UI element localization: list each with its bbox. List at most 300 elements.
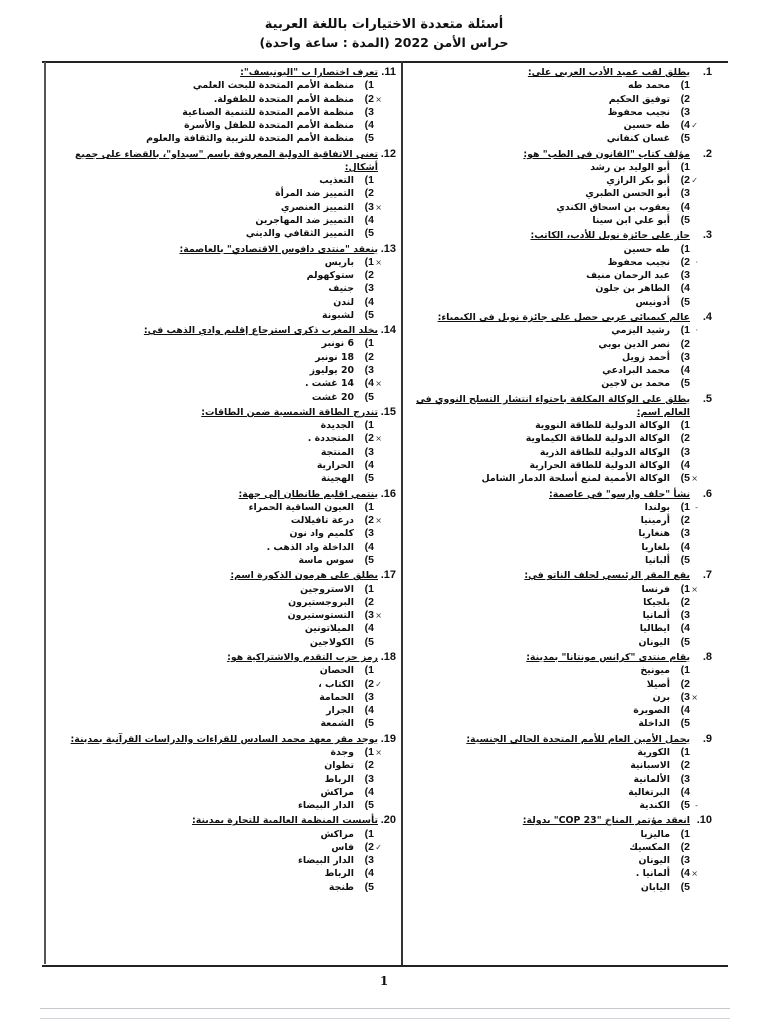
question xyxy=(56,569,396,649)
question xyxy=(56,814,396,894)
answer-option xyxy=(56,255,382,269)
option-text: الهجينة xyxy=(320,473,354,485)
options-list xyxy=(412,828,712,894)
question-number: 16. xyxy=(380,487,396,500)
question-header xyxy=(412,733,712,746)
option-number: 5) xyxy=(680,295,690,308)
answer-option xyxy=(412,377,690,390)
question-header xyxy=(56,814,396,827)
answer-option xyxy=(412,472,698,485)
option-text: الداخلة xyxy=(638,718,670,730)
question xyxy=(56,733,396,813)
option-text: الوكالة الدولية للطاقة الذرية xyxy=(539,446,670,458)
answer-option xyxy=(56,799,374,812)
option-number: 5) xyxy=(680,554,690,567)
left-border xyxy=(44,62,46,964)
question-header xyxy=(56,406,396,419)
question xyxy=(412,733,712,813)
answer-option xyxy=(412,514,690,527)
answer-option xyxy=(412,161,690,174)
answer-option xyxy=(412,841,690,854)
answer-option xyxy=(56,583,374,596)
question-text: يحمل الأمين العام للأمم المتحدة الحالي الجنسية: xyxy=(466,733,690,745)
answer-option xyxy=(412,201,690,214)
option-number: 3) xyxy=(680,527,690,540)
option-text: الحرارية xyxy=(316,460,354,472)
handwritten-mark-icon: × xyxy=(691,692,698,702)
option-number: 2) xyxy=(364,677,374,690)
option-number: 4) xyxy=(680,867,690,880)
option-number: 3) xyxy=(680,445,690,458)
option-number: 3) xyxy=(364,364,374,377)
option-number: 5) xyxy=(364,132,374,145)
option-number: 5) xyxy=(364,227,374,240)
option-number: 1) xyxy=(364,500,374,513)
option-text: درعة تافيلالت xyxy=(290,515,354,527)
answer-option xyxy=(412,664,690,677)
option-text: أبو الوليد بن رشد xyxy=(590,161,670,173)
question-header xyxy=(56,243,396,256)
question-text: يقام منتدى "كرانس مونتانا" بمدينة: xyxy=(526,652,690,664)
option-number: 1) xyxy=(680,324,690,337)
answer-option xyxy=(412,828,690,841)
answer-option xyxy=(56,337,374,350)
option-text: الحصان xyxy=(319,665,354,677)
option-number: 5) xyxy=(680,132,690,145)
question-number: 14. xyxy=(380,324,396,337)
answer-option xyxy=(56,187,374,200)
answer-option xyxy=(412,541,690,554)
option-text: الطاهر بن جلون xyxy=(595,283,670,295)
answer-option xyxy=(412,419,690,432)
answer-option xyxy=(56,282,374,295)
option-text: الكندية xyxy=(639,800,670,812)
answer-option xyxy=(412,867,698,880)
handwritten-mark-icon: - xyxy=(695,801,698,811)
option-text: أبو علي ابن سينا xyxy=(592,215,670,227)
question-header xyxy=(412,569,712,582)
handwritten-mark-icon: ✓ xyxy=(691,121,698,131)
option-text: اليونان xyxy=(638,855,670,867)
option-number: 2) xyxy=(680,174,690,187)
answer-option xyxy=(412,364,690,377)
options-list xyxy=(56,79,396,145)
option-text: 20 يوليوز xyxy=(309,365,354,377)
answer-option xyxy=(56,106,374,119)
option-text: أدونيس xyxy=(635,296,670,308)
answer-option xyxy=(412,459,690,472)
question xyxy=(56,651,396,731)
answer-option xyxy=(412,554,690,567)
question-number: 19. xyxy=(380,732,396,745)
question-number: 2. xyxy=(702,147,712,160)
option-number: 5) xyxy=(680,635,690,648)
question-number: 17. xyxy=(380,569,396,582)
answer-option xyxy=(56,867,374,880)
question-text: تعرف اختصارا ب "اليونيسف": xyxy=(240,67,378,78)
handwritten-mark-icon: - xyxy=(695,502,698,512)
option-number: 1) xyxy=(364,827,374,840)
answer-option xyxy=(56,351,374,364)
question-header xyxy=(56,651,396,664)
option-text: الوكالة الأممية لمنع أسلحة الدمار الشامل xyxy=(481,473,670,485)
answer-option xyxy=(412,596,690,609)
option-number: 3) xyxy=(364,690,374,703)
options-list xyxy=(412,324,712,390)
answer-option xyxy=(412,282,690,295)
answer-option xyxy=(412,187,690,200)
question xyxy=(56,243,396,323)
option-number: 1) xyxy=(680,242,690,255)
answer-option xyxy=(412,255,698,269)
question-header xyxy=(56,148,396,174)
options-list xyxy=(56,583,396,649)
answer-option xyxy=(412,132,690,145)
question xyxy=(412,148,712,228)
option-number: 2) xyxy=(680,514,690,527)
answer-option xyxy=(412,119,698,132)
option-text: 6 نونبر xyxy=(321,338,354,350)
question xyxy=(412,569,712,649)
question-number: 9. xyxy=(702,732,712,745)
answer-option xyxy=(56,554,374,567)
option-text: تطوان xyxy=(324,760,354,772)
option-text: 18 نونبر xyxy=(315,351,354,363)
question-number: 6. xyxy=(702,487,712,500)
option-number: 3) xyxy=(364,200,374,213)
answer-option xyxy=(56,745,382,759)
question xyxy=(412,393,712,486)
answer-option xyxy=(412,759,690,772)
answer-option xyxy=(56,92,382,106)
answer-option xyxy=(412,622,690,635)
question-text: ينعقد "منتدى دافوس الاقتصادي" بالعاصمة: xyxy=(179,243,378,255)
option-number: 4) xyxy=(364,213,374,226)
option-text: التمييز الثقافي والديني xyxy=(245,228,354,240)
answer-option xyxy=(412,338,690,351)
handwritten-mark-icon: × xyxy=(375,94,382,104)
document-subtitle: حراس الأمن 2022 (المدة : ساعة واحدة) xyxy=(259,35,509,50)
option-number: 2) xyxy=(680,677,690,690)
option-text: الجديدة xyxy=(320,420,354,432)
option-text: أصيلا xyxy=(646,678,670,690)
options-list xyxy=(56,337,396,403)
answer-option xyxy=(412,717,690,730)
answer-option xyxy=(412,690,698,704)
answer-option xyxy=(412,609,690,622)
answer-option xyxy=(56,79,374,92)
option-text: التمييز ضد المرأة xyxy=(275,188,354,200)
question-text: تعنى الاتفاقية الدولية المعروفة باسم "سيداو"، بالقضاء على جميع أشكال: xyxy=(75,148,378,173)
answer-option xyxy=(56,364,374,377)
option-number: 1) xyxy=(364,337,374,350)
question-text: تأسست المنظمة العالمية للتجارة بمدينة: xyxy=(192,815,378,827)
question-number: 15. xyxy=(380,405,396,418)
handwritten-mark-icon: × xyxy=(375,379,382,389)
option-text: فاس xyxy=(331,841,354,853)
option-text: نصر الدين بوبي xyxy=(598,338,670,350)
question-number: 1. xyxy=(702,66,712,78)
answer-option xyxy=(56,881,374,894)
option-number: 1) xyxy=(364,582,374,595)
answer-option xyxy=(412,106,690,119)
answer-option xyxy=(412,432,690,445)
option-number: 5) xyxy=(680,472,690,485)
option-text: الاسبانية xyxy=(630,760,670,772)
option-number: 1) xyxy=(364,745,374,758)
handwritten-mark-icon: · xyxy=(695,326,698,336)
option-text: منظمة الأمم المتحدة للتربية والثقافة والعلوم xyxy=(146,133,354,145)
option-number: 3) xyxy=(364,445,374,458)
option-number: 1) xyxy=(364,79,374,92)
answer-option xyxy=(56,472,374,485)
option-text: منظمة الأمم المتحدة للتنمية الصناعية xyxy=(182,106,354,118)
document-title: أسئلة متعددة الاختيارات باللغة العربية xyxy=(264,17,504,32)
answer-option xyxy=(56,296,374,309)
answer-option xyxy=(412,582,698,596)
option-text: برن xyxy=(652,691,670,703)
question xyxy=(56,148,396,241)
option-number: 4) xyxy=(680,364,690,377)
question-number: 11. xyxy=(381,66,396,78)
answer-option xyxy=(56,119,374,132)
option-number: 4) xyxy=(364,622,374,635)
answer-option xyxy=(56,527,374,540)
options-list xyxy=(412,664,712,730)
option-number: 3) xyxy=(680,854,690,867)
option-text: رشيد اليزمي xyxy=(611,325,670,337)
question-text: يوجد مقر معهد محمد السادس للقراءات والدراسات القرآنية بمدينة: xyxy=(70,733,378,745)
option-number: 4) xyxy=(364,704,374,717)
option-number: 2) xyxy=(680,255,690,268)
option-number: 5) xyxy=(680,880,690,893)
column-divider xyxy=(401,61,403,965)
option-number: 2) xyxy=(680,337,690,350)
option-text: التمييز ضد المهاجرين xyxy=(255,214,354,226)
option-text: أبو الحسن الطبري xyxy=(585,188,670,200)
option-text: مراكش xyxy=(320,786,354,798)
options-list xyxy=(56,746,396,812)
option-number: 3) xyxy=(364,105,374,118)
options-list xyxy=(412,583,712,649)
question-number: 4. xyxy=(702,311,712,324)
answer-option xyxy=(412,786,690,799)
options-list xyxy=(56,256,396,322)
option-text: اليونان xyxy=(638,636,670,648)
question-text: ينتمي اقليم طانطان إلى جهة: xyxy=(238,488,378,500)
option-text: كلميم واد نون xyxy=(289,528,354,540)
option-number: 1) xyxy=(680,827,690,840)
question-text: يخلد المغرب ذكرى استرجاع إقليم وادي الذهب في: xyxy=(143,325,378,337)
option-text: هنغاريا xyxy=(638,528,670,540)
option-number: 3) xyxy=(680,187,690,200)
options-list xyxy=(412,243,712,309)
option-text: جنيف xyxy=(328,283,354,295)
handwritten-mark-icon: ✓ xyxy=(375,842,382,852)
options-list xyxy=(56,501,396,567)
answer-option xyxy=(412,500,698,514)
answer-option xyxy=(412,799,698,812)
answer-option xyxy=(56,677,382,691)
option-number: 2) xyxy=(680,759,690,772)
options-list xyxy=(56,174,396,240)
handwritten-mark-icon: × xyxy=(691,869,698,879)
option-text: بلجيكا xyxy=(643,596,670,608)
answer-option xyxy=(412,296,690,309)
options-list xyxy=(56,664,396,730)
option-text: الكورية xyxy=(637,746,670,758)
handwritten-mark-icon: × xyxy=(691,474,698,484)
option-text: المتجددة . xyxy=(307,433,354,445)
option-number: 4) xyxy=(680,785,690,798)
option-number: 1) xyxy=(680,160,690,173)
answer-option xyxy=(56,759,374,772)
option-text: الميلاتونين xyxy=(304,623,354,635)
question-header xyxy=(412,651,712,664)
question-header xyxy=(412,66,712,79)
option-text: الدار البيضاء xyxy=(298,800,354,812)
option-text: محمد بن لاجين xyxy=(601,378,670,390)
option-text: الاستروجين xyxy=(300,583,354,595)
option-text: التعذيب xyxy=(319,175,354,187)
option-text: باريس xyxy=(324,256,354,268)
handwritten-mark-icon: · xyxy=(695,257,698,267)
option-text: الجرار xyxy=(326,705,354,717)
answer-option xyxy=(56,840,382,854)
question xyxy=(412,311,712,391)
option-number: 3) xyxy=(364,527,374,540)
handwritten-mark-icon: × xyxy=(375,611,382,621)
option-text: الكتاب ، xyxy=(318,678,354,690)
option-number: 4) xyxy=(680,119,690,132)
option-number: 2) xyxy=(364,350,374,363)
option-number: 3) xyxy=(680,609,690,622)
answer-option xyxy=(56,609,382,622)
option-number: 5) xyxy=(364,390,374,403)
option-text: الرباط xyxy=(324,868,354,880)
option-number: 1) xyxy=(680,500,690,513)
answer-option xyxy=(56,691,374,704)
answer-option xyxy=(412,243,690,256)
answer-option xyxy=(56,432,382,445)
option-text: الألمانية xyxy=(633,773,670,785)
option-number: 5) xyxy=(364,635,374,648)
option-number: 2) xyxy=(364,840,374,853)
options-list xyxy=(412,501,712,567)
option-text: طنجة xyxy=(328,881,354,893)
option-number: 5) xyxy=(364,554,374,567)
option-text: الداخلة واد الذهب . xyxy=(266,541,354,553)
option-number: 3) xyxy=(364,282,374,295)
answer-option xyxy=(56,200,382,214)
answer-option xyxy=(56,622,374,635)
options-list xyxy=(412,746,712,812)
options-list xyxy=(412,161,712,227)
option-text: أبو بكر الرازي xyxy=(606,175,670,187)
question-text: يطلق على الوكالة المكلفة باحتواء انتشار التسلح النووي في العالم اسم: xyxy=(416,393,690,418)
question-text: نشأ "حلف وارسو" في عاصمة: xyxy=(548,488,690,500)
answer-option xyxy=(56,786,374,799)
option-number: 3) xyxy=(680,269,690,282)
option-number: 4) xyxy=(680,540,690,553)
option-text: 14 غشت . xyxy=(304,378,354,390)
answer-option xyxy=(412,269,690,282)
option-number: 2) xyxy=(680,432,690,445)
option-text: فرنسا xyxy=(641,583,670,595)
option-number: 1) xyxy=(364,419,374,432)
answer-option xyxy=(412,446,690,459)
option-number: 3) xyxy=(364,854,374,867)
option-number: 1) xyxy=(680,79,690,92)
option-text: الوكالة الدولية للطاقة الكيماوية xyxy=(525,433,670,445)
answer-option xyxy=(56,514,382,527)
question-text: يطلق على هرمون الذكورة اسم: xyxy=(230,570,378,582)
answer-option xyxy=(412,854,690,867)
option-number: 4) xyxy=(364,377,374,390)
option-text: ماليزيا xyxy=(640,828,670,840)
option-number: 2) xyxy=(364,92,374,105)
option-text: منظمة الأمم المتحدة للبحث العلمي xyxy=(192,80,354,92)
option-number: 5) xyxy=(680,799,690,812)
option-text: الوكالة الدولية للطاقة النووية xyxy=(535,420,670,432)
answer-option xyxy=(412,773,690,786)
option-text: ألمانيا xyxy=(642,610,670,622)
option-text: طه حسين xyxy=(623,243,670,255)
option-number: 4) xyxy=(680,622,690,635)
answer-option xyxy=(56,459,374,472)
answer-option xyxy=(56,419,374,432)
answer-option xyxy=(412,214,690,227)
option-text: 20 غشت xyxy=(311,391,354,403)
option-text: التمييز العنصري xyxy=(280,201,354,213)
option-text: لشبونة xyxy=(322,309,354,321)
option-text: وجدة xyxy=(330,746,354,758)
answer-option xyxy=(56,132,374,145)
option-number: 1) xyxy=(680,745,690,758)
question-header xyxy=(412,148,712,161)
option-text: بولندا xyxy=(644,501,670,513)
question xyxy=(412,814,712,894)
answer-option xyxy=(56,227,374,240)
answer-option xyxy=(56,596,374,609)
option-number: 4) xyxy=(364,119,374,132)
option-text: محمد البرادعي xyxy=(602,365,670,377)
option-number: 5) xyxy=(364,472,374,485)
left-column xyxy=(56,66,396,896)
handwritten-mark-icon: × xyxy=(375,516,382,526)
answer-option xyxy=(412,351,690,364)
option-number: 1) xyxy=(364,664,374,677)
question-number: 18. xyxy=(380,651,396,664)
option-text: سوس ماسة xyxy=(298,555,354,567)
option-text: البروجستيرون xyxy=(288,596,354,608)
option-text: ايطاليا xyxy=(639,623,670,635)
question xyxy=(412,488,712,568)
option-text: المكسيك xyxy=(629,841,670,853)
question-text: يقع المقر الرئيسي لحلف الناتو في: xyxy=(524,570,690,582)
handwritten-mark-icon: × xyxy=(691,584,698,594)
question-header xyxy=(412,229,712,242)
answer-option xyxy=(412,704,690,717)
question-number: 8. xyxy=(702,651,712,664)
option-number: 5) xyxy=(680,377,690,390)
option-number: 5) xyxy=(680,214,690,227)
option-number: 2) xyxy=(364,595,374,608)
option-number: 2) xyxy=(364,432,374,445)
answer-option xyxy=(412,324,698,337)
question-text: تندرج الطاقة الشمسية ضمن الطاقات: xyxy=(201,406,378,418)
answer-option xyxy=(56,636,374,649)
